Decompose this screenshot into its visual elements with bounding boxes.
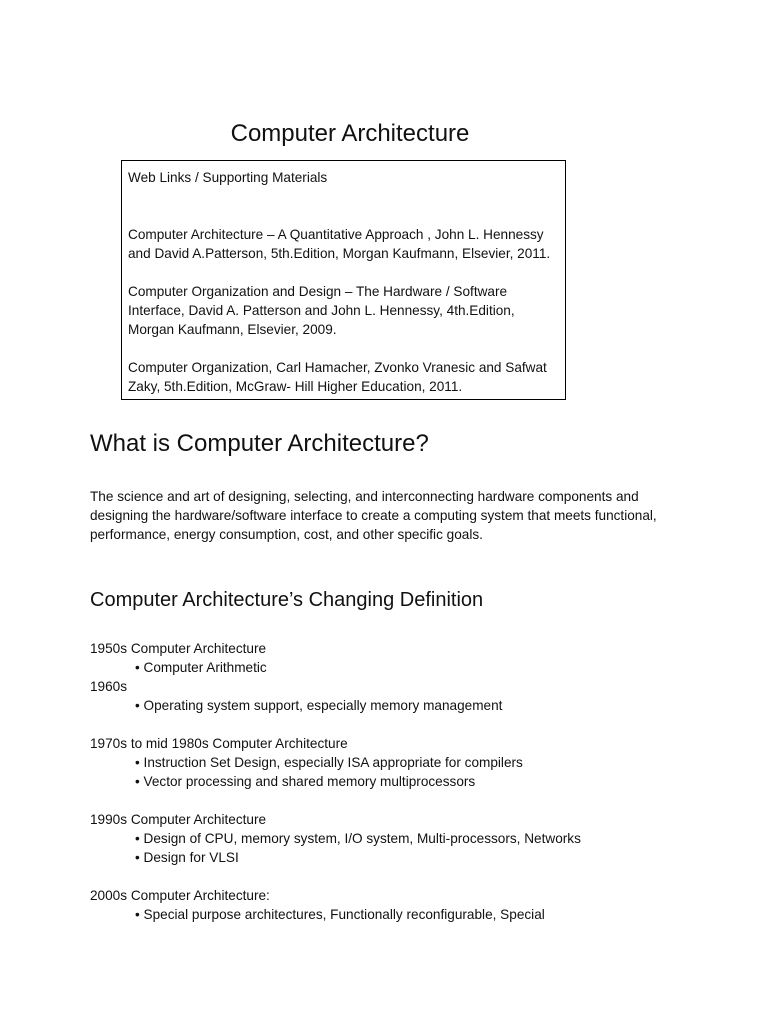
era-1970s-1980s: [90, 734, 710, 791]
supporting-materials-box: [121, 160, 566, 400]
page-title: Computer Architecture: [230, 120, 470, 147]
what-is-heading: What is Computer Architecture?: [90, 430, 429, 457]
reference-item: Computer Organization, Carl Hamacher, Zvonko Vranesic and Safwat Zaky, 5th.Edition, McGraw- Hill Higher Education, 2011.: [128, 360, 547, 394]
era-title: 1960s: [90, 679, 128, 694]
era-title: 1950s Computer Architecture: [90, 641, 267, 656]
era-bullet: • Vector processing and shared memory multiprocessors: [135, 774, 476, 789]
era-timeline: [90, 639, 710, 924]
era-title: 1970s to mid 1980s Computer Architecture: [90, 736, 348, 751]
era-1990s: [90, 810, 710, 867]
era-title: 2000s Computer Architecture:: [90, 888, 270, 903]
era-bullet: • Computer Arithmetic: [135, 660, 267, 675]
era-1950s: [90, 639, 710, 677]
era-bullet: • Operating system support, especially memory management: [135, 698, 503, 713]
era-title: 1990s Computer Architecture: [90, 812, 267, 827]
reference-item: Computer Organization and Design – The Hardware / Software Interface, David A. Patterson and John L. Hennessy, 4th.Edition, Morgan Kaufmann, Elsevier, 2009.: [128, 284, 515, 337]
era-1960s: [90, 677, 710, 715]
era-bullet: • Special purpose architectures, Functionally reconfigurable, Special: [135, 907, 545, 922]
materials-heading: Web Links / Supporting Materials: [128, 170, 328, 185]
era-2000s: [90, 886, 710, 924]
era-bullet: • Design of CPU, memory system, I/O system, Multi-processors, Networks: [135, 831, 581, 846]
era-bullet: • Design for VLSI: [135, 850, 239, 865]
reference-item: Computer Architecture – A Quantitative Approach , John L. Hennessy and David A.Patterson, 5th.Edition, Morgan Kaufmann, Elsevier, 2011.: [128, 227, 551, 261]
definition-paragraph: The science and art of designing, selecting, and interconnecting hardware components and designing the hardware/software interface to create a computing system that meets functional, performance, energy consumption, cost, and other specific goals.: [90, 489, 657, 542]
changing-definition-heading: Computer Architecture’s Changing Definition: [90, 589, 484, 611]
era-bullet: • Instruction Set Design, especially ISA appropriate for compilers: [135, 755, 523, 770]
